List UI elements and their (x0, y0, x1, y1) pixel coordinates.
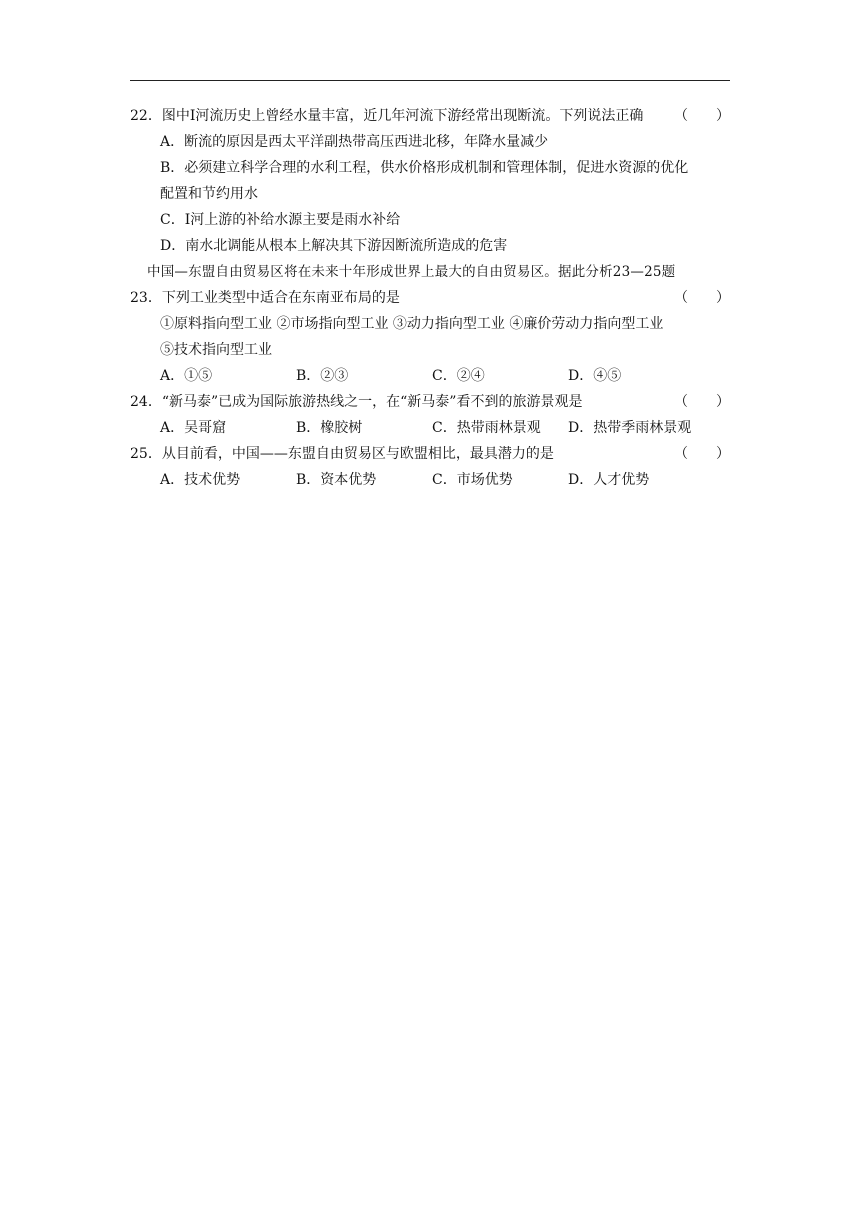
question-23-items-line2: ⑤技术指向型工业 (160, 342, 272, 358)
header-rule (130, 80, 730, 81)
question-22-stem: 22．图中Ⅰ河流历史上曾经水量丰富，近几年河流下游经常出现断流。下列说法正确 (130, 108, 644, 124)
question-25-option-b: B．资本优势 (296, 472, 377, 488)
question-24-option-d: D．热带季雨林景观 (568, 420, 692, 436)
question-22-stem-line (130, 106, 730, 126)
question-23-stem: 23．下列工业类型中适合在东南亚布局的是 (130, 290, 400, 306)
question-23-option-b: B．②③ (296, 368, 349, 384)
question-25-stem: 25．从目前看，中国——东盟自由贸易区与欧盟相比，最具潜力的是 (130, 446, 554, 462)
question-23-stem-line (130, 288, 730, 308)
question-24-stem: 24．“新马泰”已成为国际旅游热线之一，在“新马泰”看不到的旅游景观是 (130, 394, 583, 410)
question-23-option-c: C．②④ (432, 368, 485, 384)
question-24-stem-line (130, 392, 730, 412)
question-25-option-c: C．市场优势 (432, 472, 513, 488)
question-22-answer-paren: （ ） (674, 108, 730, 124)
question-22-option-c: C．Ⅰ河上游的补给水源主要是雨水补给 (160, 212, 401, 228)
question-22-option-b-line1: B．必须建立科学合理的水利工程，供水价格形成机制和管理体制，促进水资源的优化 (160, 160, 689, 176)
question-22-option-a: A．断流的原因是西太平洋副热带高压西进北移，年降水量减少 (160, 134, 549, 150)
question-23-option-a: A．①⑤ (160, 368, 213, 384)
question-25-option-a: A．技术优势 (160, 472, 241, 488)
question-25-options (160, 470, 730, 490)
question-23-option-d: D．④⑤ (568, 368, 622, 384)
question-22-option-b-line2: 配置和节约用水 (160, 186, 258, 202)
question-24-option-b: B．橡胶树 (296, 420, 363, 436)
question-25-stem-line (130, 444, 730, 464)
question-24-options (160, 418, 730, 438)
question-22-option-d: D．南水北调能从根本上解决其下游因断流所造成的危害 (160, 238, 508, 254)
question-23-answer-paren: （ ） (674, 290, 730, 306)
section-intro: 中国—东盟自由贸易区将在未来十年形成世界上最大的自由贸易区。据此分析23—25题 (147, 264, 676, 280)
question-25-answer-paren: （ ） (674, 446, 730, 462)
question-23-options (160, 366, 730, 386)
question-23-items-line1: ①原料指向型工业 ②市场指向型工业 ③动力指向型工业 ④廉价劳动力指向型工业 (160, 316, 664, 332)
question-24-answer-paren: （ ） (674, 394, 730, 410)
question-24-option-c: C．热带雨林景观 (432, 420, 541, 436)
question-24-option-a: A．吴哥窟 (160, 420, 227, 436)
question-25-option-d: D．人才优势 (568, 472, 650, 488)
